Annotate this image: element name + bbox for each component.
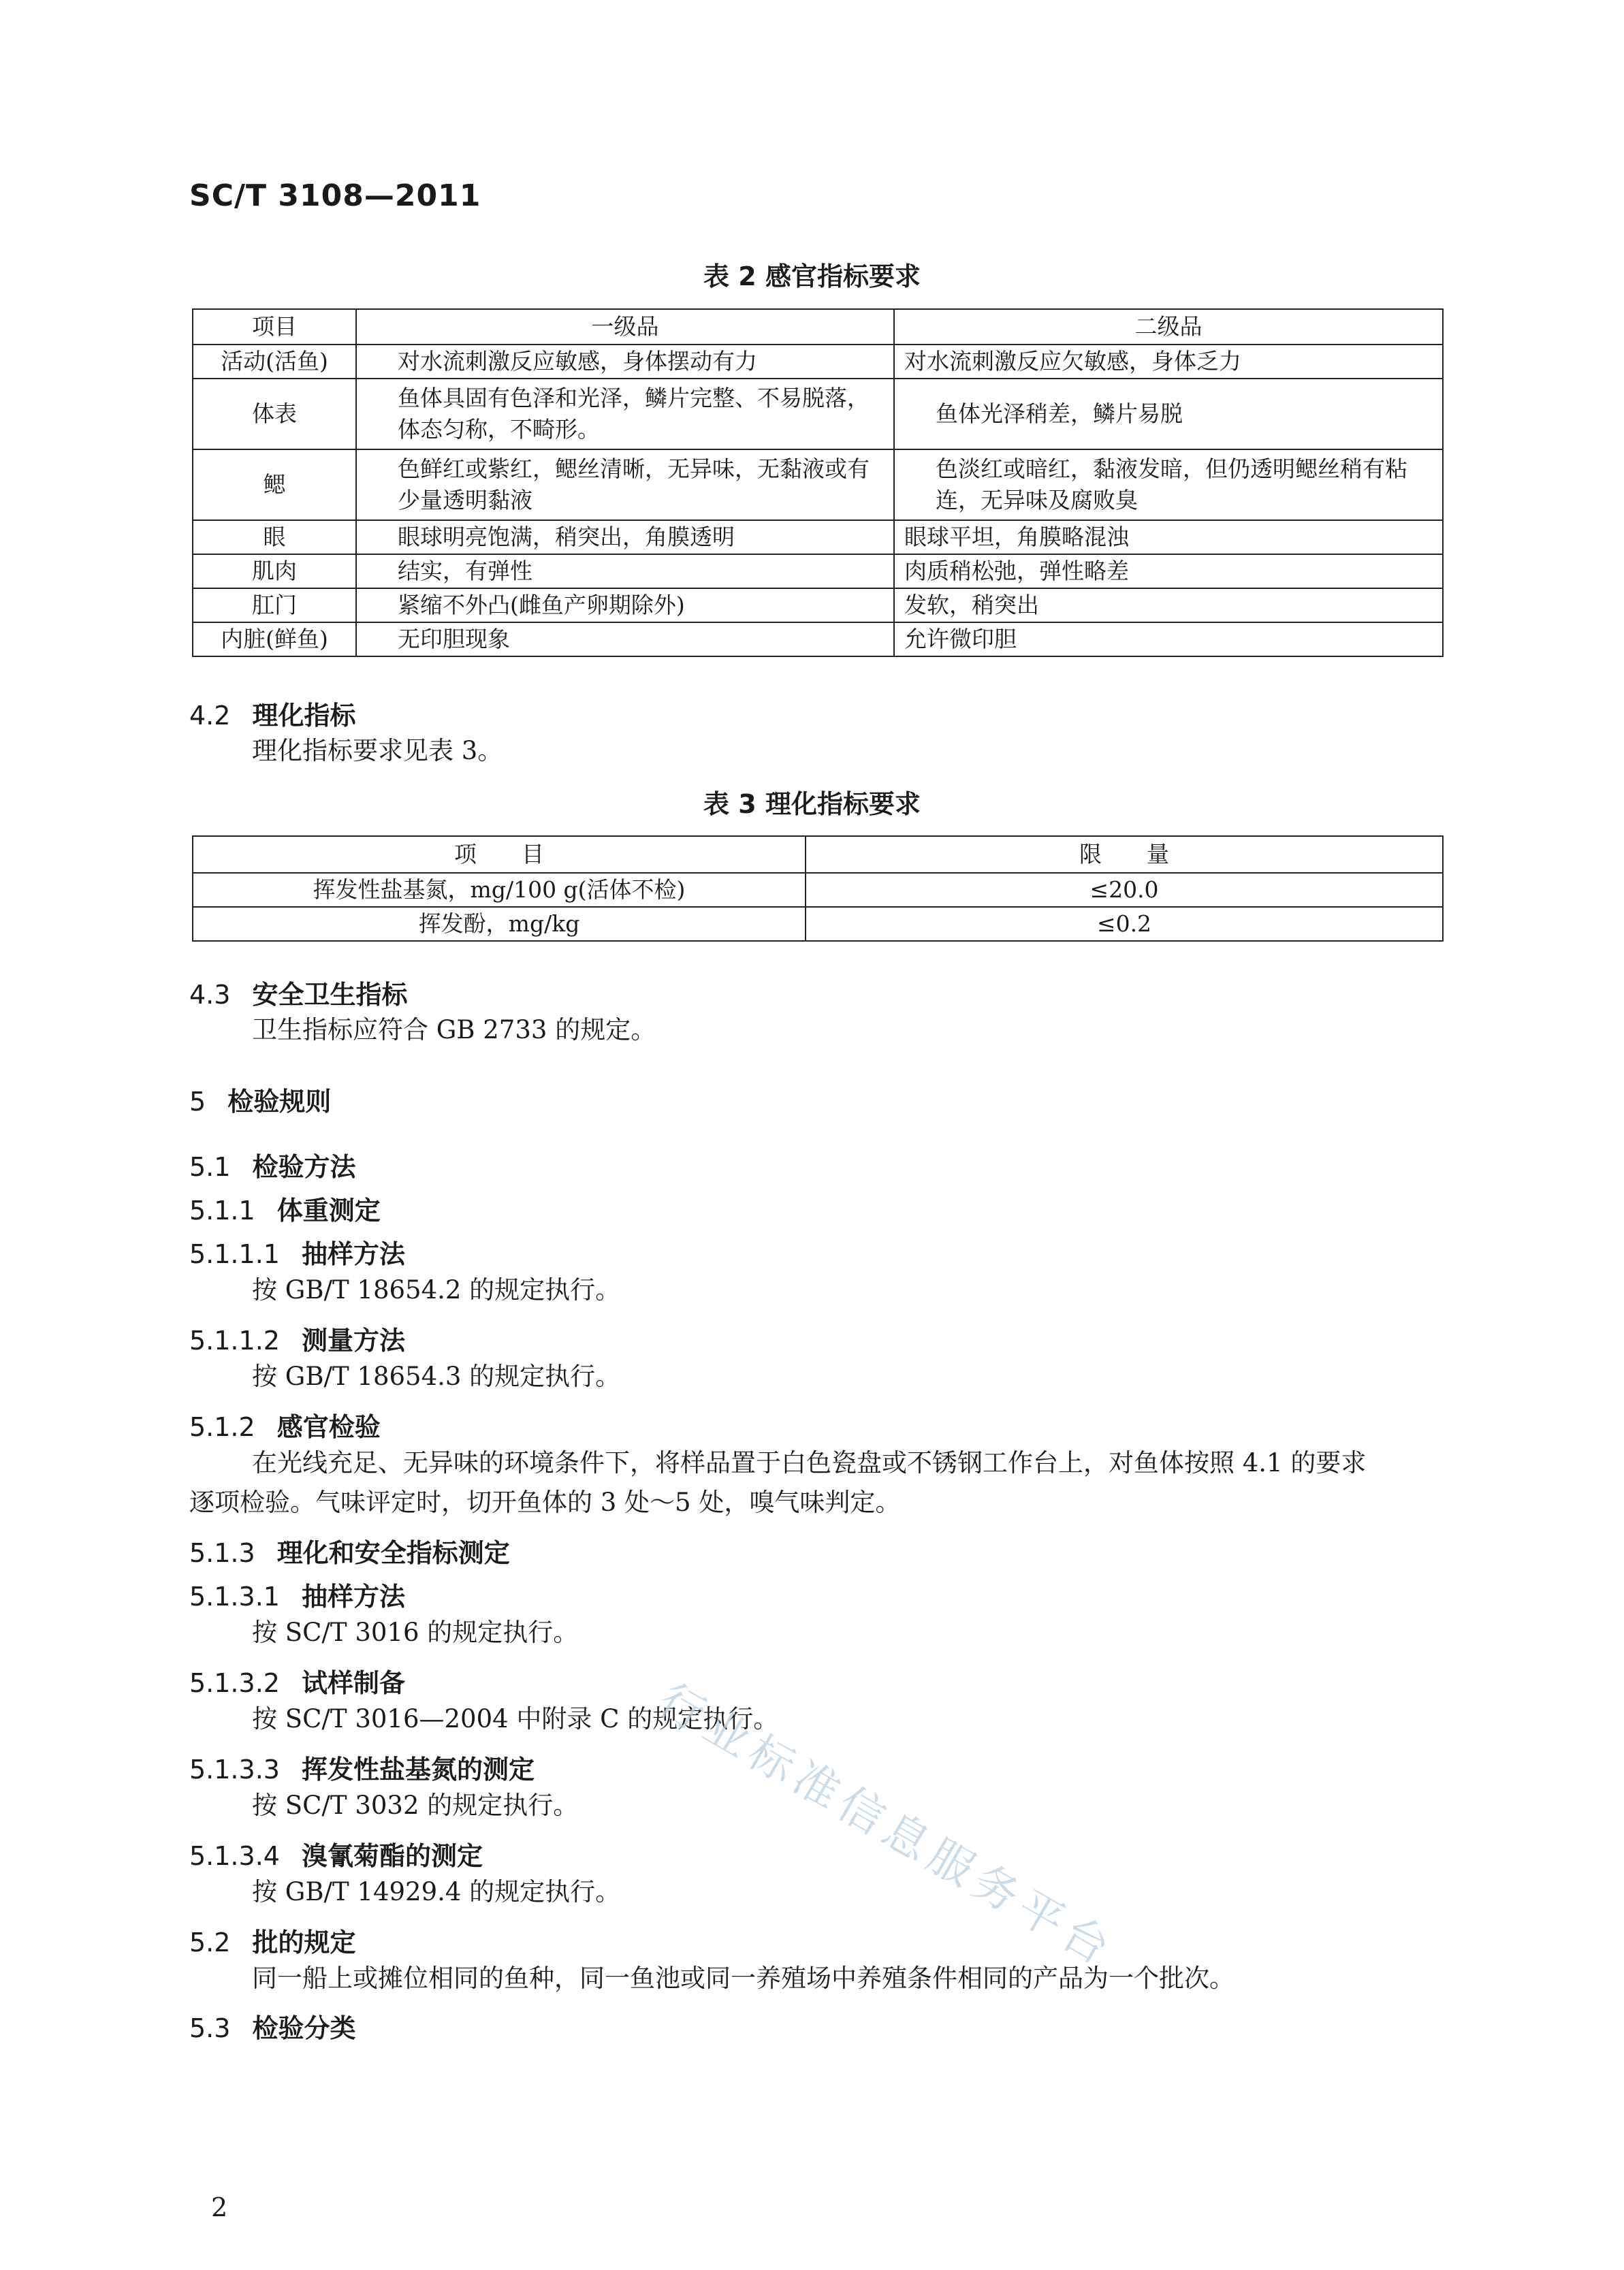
- section-5-1-3-2-text: 按 SC/T 3016—2004 中附录 C 的规定执行。: [252, 1704, 779, 1733]
- table2-header-item: 项目: [193, 309, 356, 345]
- table-cell: 紧缩不外凸(雌鱼产卵期除外): [356, 588, 894, 622]
- section-5-1-3-3-text: 按 SC/T 3032 的规定执行。: [252, 1791, 579, 1820]
- table-cell: 对水流刺激反应敏感，身体摆动有力: [356, 345, 894, 379]
- section-5-1-3-1-text: 按 SC/T 3016 的规定执行。: [252, 1618, 579, 1647]
- table-cell: 活动(活鱼): [193, 345, 356, 379]
- section-number: 5.1.3.2: [189, 1668, 280, 1698]
- section-number: 5.1.3.1: [189, 1582, 280, 1612]
- section-title: 检验方法: [252, 1152, 356, 1182]
- table-cell: 挥发性盐基氮，mg/100 g(活体不检): [193, 873, 806, 907]
- section-5-1-3-heading: [189, 1532, 510, 1569]
- table2-header-grade1: 一级品: [356, 309, 894, 345]
- section-5-1-3-3-heading: [189, 1748, 535, 1786]
- table-cell: 发软，稍突出: [894, 588, 1443, 622]
- table3: [192, 835, 1444, 942]
- table-row: [193, 588, 1443, 622]
- table2-caption: 表 2 感官指标要求: [703, 261, 921, 291]
- section-5-1-heading: [189, 1146, 355, 1183]
- table-cell: 体表: [193, 379, 356, 449]
- section-5-2-text: 同一船上或摊位相同的鱼种，同一鱼池或同一养殖场中养殖条件相同的产品为一个批次。: [252, 1964, 1235, 1993]
- section-number: 5.1.1: [189, 1196, 255, 1226]
- table-row: [193, 345, 1443, 379]
- section-number: 5.1.3.3: [189, 1755, 280, 1785]
- table-cell: 肌肉: [193, 554, 356, 588]
- table-cell: 允许微印胆: [894, 622, 1443, 656]
- section-title: 抽样方法: [301, 1582, 405, 1612]
- table-cell: 眼球明亮饱满，稍突出，角膜透明: [356, 520, 894, 554]
- section-5-1-2-heading: [189, 1406, 381, 1443]
- section-5-2-heading: [189, 1921, 355, 1959]
- section-number: 4.3: [189, 980, 231, 1010]
- section-5-1-3-4-text: 按 GB/T 14929.4 的规定执行。: [252, 1877, 621, 1906]
- table3-header-item: 项 目: [193, 836, 806, 873]
- section-5-1-1-heading: [189, 1189, 381, 1227]
- document-code: SC/T 3108—2011: [189, 178, 481, 213]
- section-5-1-3-4-heading: [189, 1835, 483, 1872]
- section-4-3-text: 卫生指标应符合 GB 2733 的规定。: [252, 1015, 656, 1044]
- section-title: 试样制备: [301, 1668, 405, 1698]
- section-5-1-3-1-heading: [189, 1576, 405, 1613]
- table-cell: 肛门: [193, 588, 356, 622]
- table-row: [193, 622, 1443, 656]
- section-4-3-heading: [189, 974, 407, 1011]
- section-title: 感官检验: [276, 1412, 381, 1442]
- section-number: 5.3: [189, 2013, 231, 2043]
- section-title: 检验规则: [227, 1087, 332, 1117]
- table-cell: 肉质稍松弛，弹性略差: [894, 554, 1443, 588]
- section-number: 5.1.1.1: [189, 1239, 280, 1269]
- section-number: 5.1.3: [189, 1538, 255, 1568]
- table-cell: 色鲜红或紫红，鳃丝清晰，无异味，无黏液或有少量透明黏液: [356, 449, 894, 520]
- section-number: 5.1.1.2: [189, 1326, 280, 1356]
- section-5-1-1-1-heading: [189, 1233, 405, 1270]
- section-title: 理化和安全指标测定: [276, 1538, 510, 1568]
- section-title: 挥发性盐基氮的测定: [301, 1755, 535, 1785]
- table-cell: 内脏(鲜鱼): [193, 622, 356, 656]
- table-cell: 结实，有弹性: [356, 554, 894, 588]
- table-row: [193, 449, 1443, 520]
- section-number: 4.2: [189, 701, 231, 731]
- section-title: 检验分类: [252, 2013, 356, 2043]
- table2-header-row: [193, 309, 1443, 345]
- page-number: 2: [211, 2192, 228, 2222]
- table-cell: 对水流刺激反应欠敏感，身体乏力: [894, 345, 1443, 379]
- table-cell: 无印胆现象: [356, 622, 894, 656]
- table-row: [193, 379, 1443, 449]
- section-5-1-1-1-text: 按 GB/T 18654.2 的规定执行。: [252, 1275, 621, 1305]
- section-title: 批的规定: [252, 1928, 356, 1957]
- section-5-1-2-text: 在光线充足、无异味的环境条件下，将样品置于白色瓷盘或不锈钢工作台上，对鱼体按照 4.1 的要求逐项检验。气味评定时，切开鱼体的 3 处～5 处，嗅气味判定。: [189, 1448, 1367, 1517]
- section-5-heading: [189, 1081, 331, 1118]
- table-row: [193, 554, 1443, 588]
- section-number: 5.1: [189, 1152, 231, 1182]
- section-number: 5.2: [189, 1928, 231, 1957]
- section-title: 理化指标: [252, 701, 356, 731]
- section-5-1-1-2-text: 按 GB/T 18654.3 的规定执行。: [252, 1362, 621, 1391]
- table3-caption: 表 3 理化指标要求: [703, 789, 921, 819]
- watermark: 行业标准信息服务平台: [650, 1673, 1124, 1978]
- table-row: [193, 873, 1443, 907]
- table-cell: 挥发酚，mg/kg: [193, 907, 806, 941]
- table-cell: ≤20.0: [806, 873, 1443, 907]
- section-number: 5.1.3.4: [189, 1841, 280, 1871]
- table-cell: 眼球平坦，角膜略混浊: [894, 520, 1443, 554]
- section-number: 5: [189, 1087, 206, 1117]
- table-cell: 鱼体具固有色泽和光泽，鳞片完整、不易脱落，体态匀称，不畸形。: [356, 379, 894, 449]
- section-4-2-text: 理化指标要求见表 3。: [252, 736, 503, 765]
- section-title: 抽样方法: [301, 1239, 405, 1269]
- section-5-1-1-2-heading: [189, 1320, 405, 1357]
- table3-header-limit: 限 量: [806, 836, 1443, 873]
- table-row: [193, 907, 1443, 941]
- table-cell: 鱼体光泽稍差，鳞片易脱: [894, 379, 1443, 449]
- table-row: [193, 520, 1443, 554]
- table3-header-row: [193, 836, 1443, 873]
- section-title: 安全卫生指标: [252, 980, 408, 1010]
- table-cell: 眼: [193, 520, 356, 554]
- table-cell: 色淡红或暗红，黏液发暗，但仍透明鳃丝稍有粘连，无异味及腐败臭: [894, 449, 1443, 520]
- table-cell: 鳃: [193, 449, 356, 520]
- section-title: 测量方法: [301, 1326, 405, 1356]
- table2-header-grade2: 二级品: [894, 309, 1443, 345]
- section-title: 体重测定: [276, 1196, 381, 1226]
- section-5-3-heading: [189, 2007, 355, 2045]
- section-number: 5.1.2: [189, 1412, 255, 1442]
- table2: [192, 308, 1444, 657]
- section-5-1-3-2-heading: [189, 1662, 405, 1699]
- table-cell: ≤0.2: [806, 907, 1443, 941]
- section-title: 溴氰菊酯的测定: [301, 1841, 483, 1871]
- section-4-2-heading: [189, 694, 355, 732]
